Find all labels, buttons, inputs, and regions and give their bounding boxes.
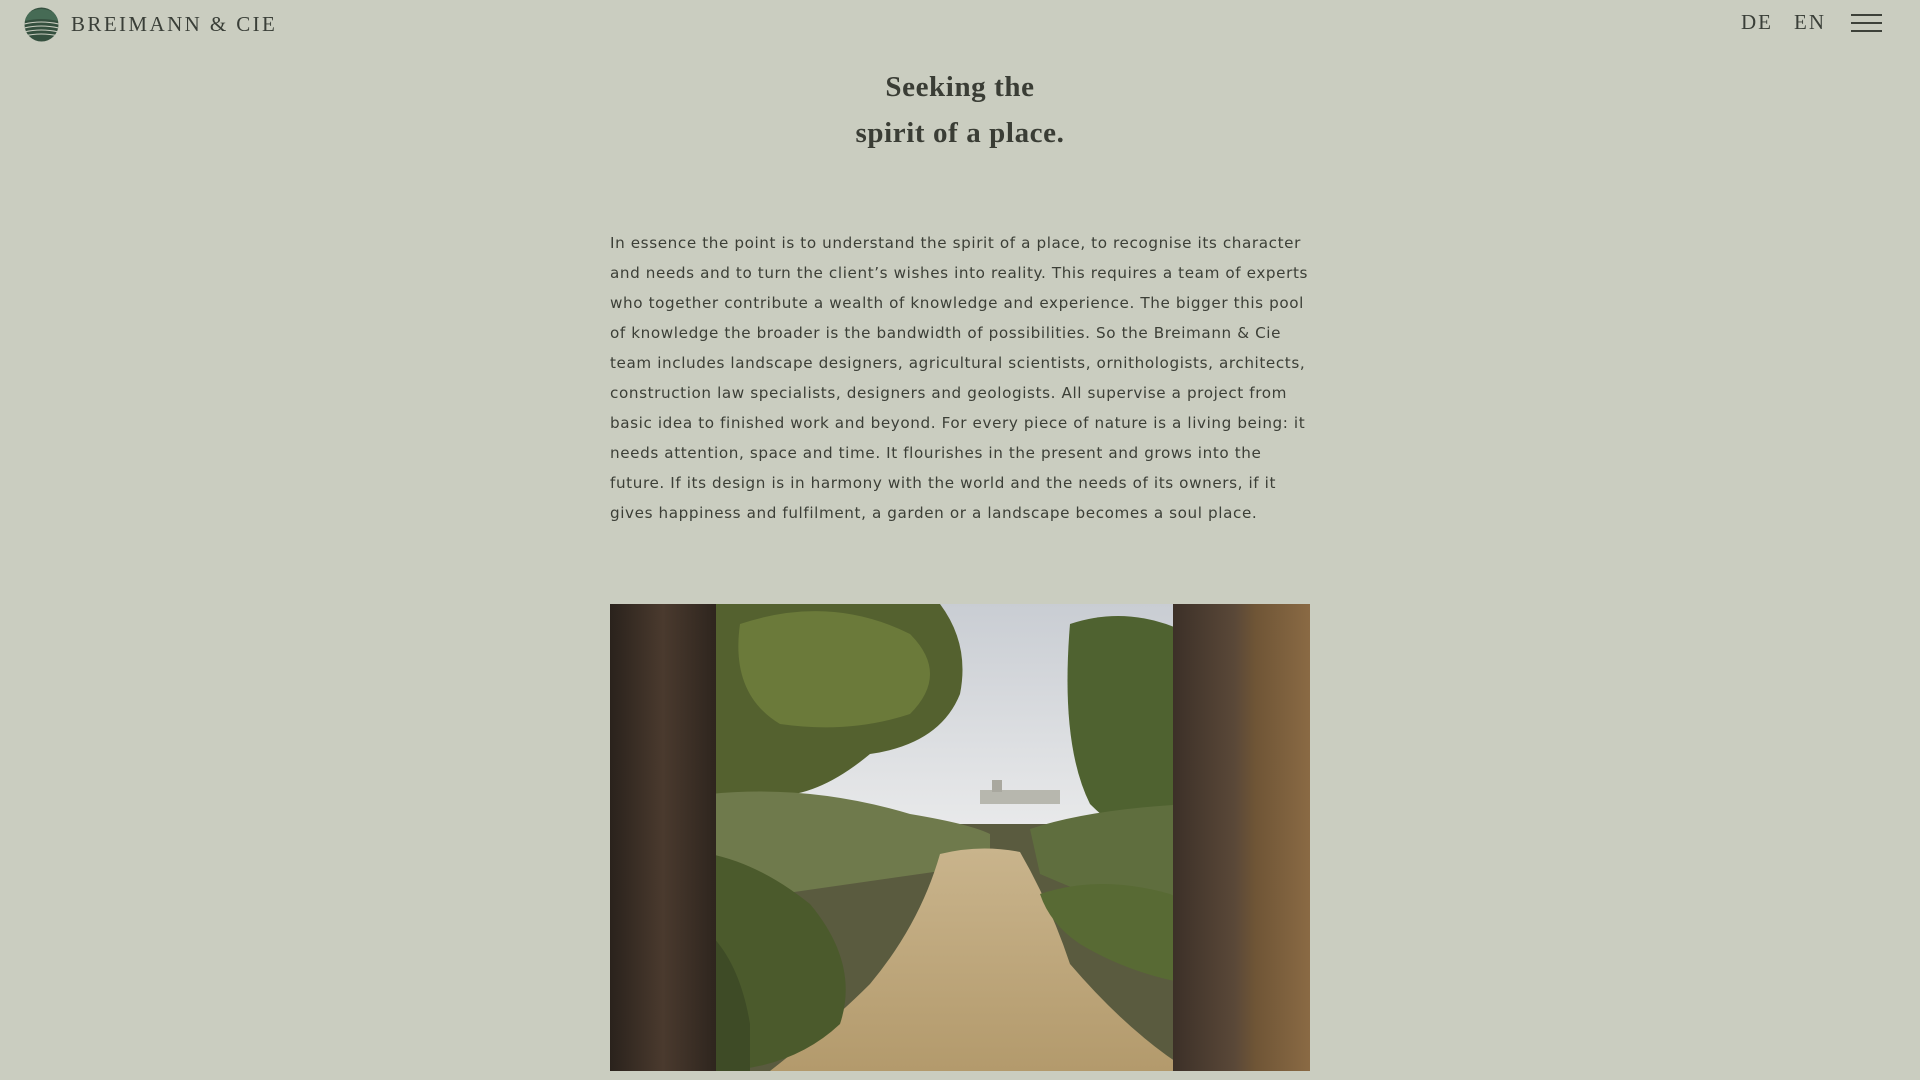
- page-title: [660, 64, 1260, 156]
- intro-paragraph: In essence the point is to understand the spirit of a place, to recognise its character and needs and to turn the client’s wishes into reality. This requires a team of experts who together contribute a wealth of knowledge and experience. The bigger this pool of knowledge the broader is the bandwidth of possibilities. So the Breimann & Cie team includes landscape designers, agricultural scientists, ornithologists, architects, construction law specialists, designers and geologists. All supervise a project from basic idea to finished work and beyond. For every piece of nature is a living being: it needs attention, space and time. It flourishes in the present and grows into the future. If its design is in harmony with the world and the needs of its owners, if it gives happiness and fulfilment, a garden or a landscape becomes a soul place.: [610, 234, 1309, 522]
- garden-path-photo: [610, 604, 1310, 1071]
- logo-link[interactable]: [24, 6, 277, 42]
- language-de-link[interactable]: DE: [1741, 10, 1773, 34]
- menu-line: [1851, 30, 1882, 32]
- menu-line: [1851, 14, 1882, 16]
- breimann-logo-icon: [24, 7, 59, 42]
- logo-text: BREIMANN & CIE: [71, 11, 278, 36]
- language-en-link[interactable]: EN: [1794, 10, 1826, 34]
- menu-line: [1851, 22, 1882, 24]
- hamburger-menu-icon[interactable]: [1851, 12, 1882, 34]
- site-header: [0, 0, 1920, 48]
- garden-path-image: [610, 604, 1310, 1071]
- title-line-1: Seeking the: [885, 71, 1035, 103]
- title-line-2: spirit of a place.: [855, 117, 1065, 149]
